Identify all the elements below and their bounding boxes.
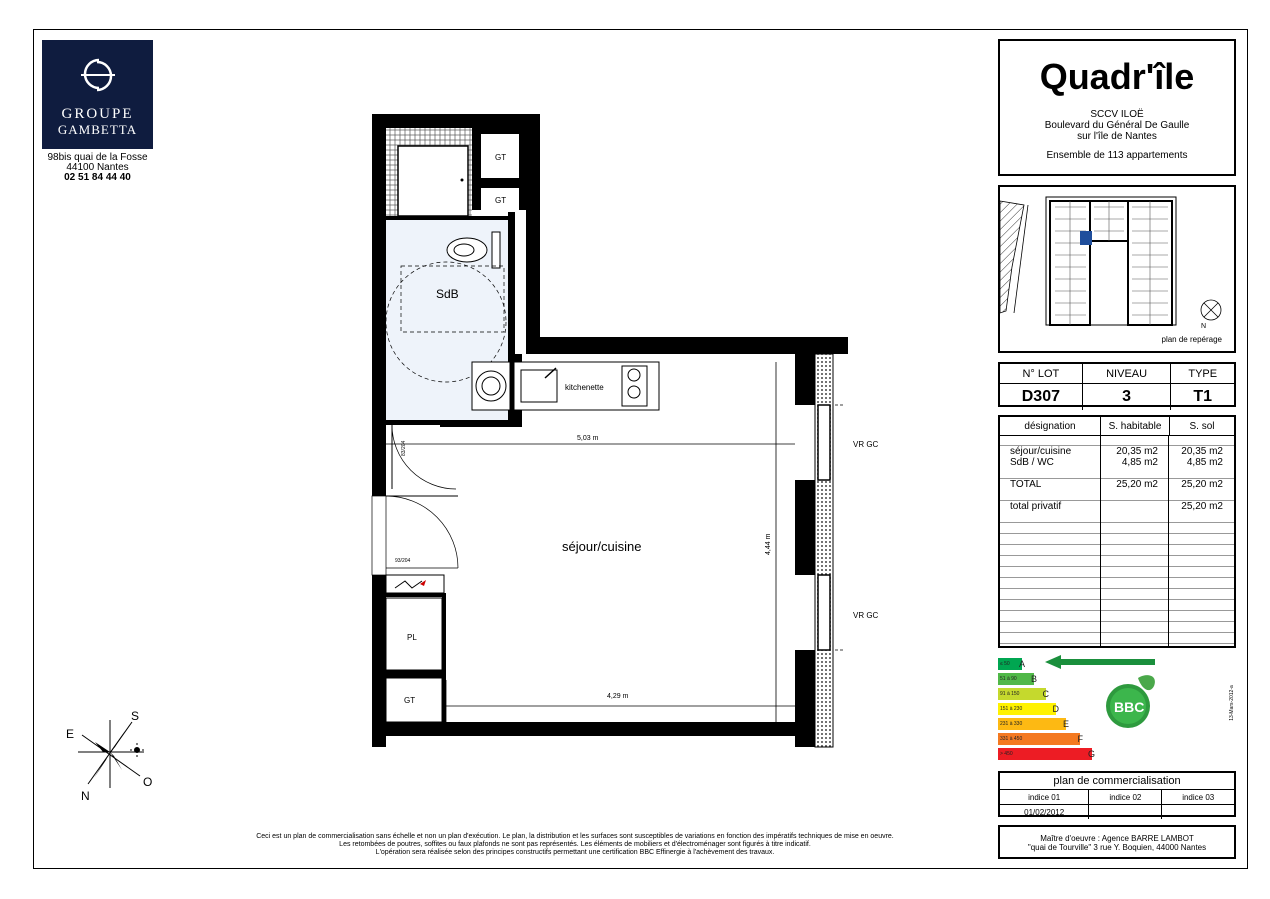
indice-date-1: 01/02/2012 xyxy=(1024,807,1065,817)
dpe-bar-c: 91 à 150 C xyxy=(1000,689,1049,699)
compass-o: O xyxy=(143,775,153,789)
compass-e: E xyxy=(66,727,75,741)
logo-line-1: GROUPE xyxy=(61,106,134,122)
wall-left-lower xyxy=(372,575,386,747)
electrical-panel xyxy=(386,575,444,593)
door-dim-2: 93/204 xyxy=(395,558,411,564)
room-label-sdb: SdB xyxy=(436,287,459,301)
disclaimer-line-1: Ceci est un plan de commercialisation sans échelle et non un plan d'exécution. Le plan, la distribution et les surfaces sont susceptibles de variations en fonction des impératifs techniques de mise en oeuvre. xyxy=(256,833,894,840)
wall-top-upper xyxy=(372,114,540,128)
area-row-habitable: 20,35 m2 xyxy=(1116,446,1158,457)
indice-date-2: _ xyxy=(1089,805,1162,820)
area-header-sol: S. sol xyxy=(1189,420,1215,432)
bathroom-door-swing xyxy=(392,425,456,489)
indice-1: indice 01 xyxy=(1000,790,1089,805)
site-plan-caption: plan de repérage xyxy=(1161,335,1222,344)
area-row-name: séjour/cuisine xyxy=(1010,446,1072,457)
dim-width-top: 5,03 m xyxy=(577,435,599,442)
vr-label-2: VR GC xyxy=(853,611,879,620)
dpe-bar-e: 231 à 330 E xyxy=(1000,719,1069,729)
commercialisation-title: plan de commercialisation xyxy=(1000,773,1234,790)
bbc-badge-icon xyxy=(1100,672,1160,732)
bbc-badge-text: BBC xyxy=(1114,699,1145,715)
site-north-label: N xyxy=(1201,323,1207,330)
area-row xyxy=(1000,457,1234,468)
indice-3: indice 03 xyxy=(1162,790,1234,805)
compass-s: S xyxy=(131,709,140,723)
door-dim-1: 83/204 xyxy=(401,440,407,456)
site-plan-box xyxy=(998,185,1236,353)
lot-header-level: NIVEAU xyxy=(1082,364,1171,384)
project-ensemble: Ensemble de 113 appartements xyxy=(1046,150,1188,161)
reference-code: 13-Mars-2012-a xyxy=(1228,685,1235,721)
wall-right-1 xyxy=(795,337,815,405)
indice-date-3: _ xyxy=(1162,805,1234,820)
area-header-designation: désignation xyxy=(1000,417,1101,435)
gt-label-2: GT xyxy=(495,196,507,205)
lot-header-number: N° LOT xyxy=(1000,364,1082,384)
bath-bottom-partition-b xyxy=(440,420,515,427)
address-line-2: 44100 Nantes xyxy=(66,162,129,173)
area-row-habitable: 25,20 m2 xyxy=(1116,479,1158,490)
area-row xyxy=(1000,479,1234,490)
disclaimer-line-2: Les retombées de poutres, soffites ou faux plafonds ne sont pas représentés. Les éléments de mobiliers et d'électroménager sont figurés à titre indicatif. xyxy=(339,841,811,848)
shower-tray xyxy=(398,146,468,216)
indice-2: indice 02 xyxy=(1089,790,1162,805)
architect-box xyxy=(998,825,1236,859)
pl-label: PL xyxy=(407,633,417,642)
project-name: Quadr'île xyxy=(1039,56,1195,97)
lot-highlight xyxy=(1080,231,1092,245)
area-row-name: TOTAL xyxy=(1010,479,1042,490)
area-header-habitable: S. habitable xyxy=(1101,417,1170,435)
dpe-bar-f: 331 à 450 F xyxy=(1000,734,1083,744)
kitchenette-label: kitchenette xyxy=(565,383,604,392)
architect-line-2: "quai de Tourville" 3 rue Y. Boquien, 44000 Nantes xyxy=(1027,843,1207,852)
window-1 xyxy=(818,405,830,480)
room-label-sejour: séjour/cuisine xyxy=(562,539,642,554)
site-plan-map xyxy=(1000,187,1234,351)
area-row-sol: 20,35 m2 xyxy=(1181,446,1223,457)
dim-height: 4,44 m xyxy=(765,533,772,555)
dpe-bar-a: ≤ 50 A xyxy=(1000,659,1025,669)
area-row-name: total privatif xyxy=(1010,501,1062,512)
wall-right-upper xyxy=(526,114,540,340)
architect-line-1: Maître d'oeuvre : Agence BARRE LAMBOT xyxy=(1040,834,1194,843)
area-row-habitable: 4,85 m2 xyxy=(1121,457,1158,468)
project-address xyxy=(1000,109,1234,142)
wall-left-upper xyxy=(372,114,386,496)
disclaimer xyxy=(180,833,970,857)
logo-line-2: GAMBETTA xyxy=(57,122,138,137)
lot-number: D307 xyxy=(1021,388,1060,405)
project-line-1: SCCV ILOË xyxy=(1090,109,1144,120)
dpe-bar-b: 51 à 90 B xyxy=(1000,674,1037,684)
compass-n: N xyxy=(81,789,90,803)
area-row-sol: 25,20 m2 xyxy=(1181,479,1223,490)
address-line-1: 98bis quai de la Fosse xyxy=(47,152,148,163)
dpe-bar-g: > 450 G xyxy=(1000,749,1095,759)
wall-right-2 xyxy=(795,480,815,575)
area-row xyxy=(1000,501,1234,512)
vr-label-1: VR GC xyxy=(853,440,879,449)
wall-bottom xyxy=(372,722,815,736)
toilet-tank xyxy=(492,232,500,268)
lot-table xyxy=(998,362,1236,407)
compass-rose-icon xyxy=(66,709,152,803)
phone-number: 02 51 84 44 40 xyxy=(64,172,131,183)
area-row-sol: 4,85 m2 xyxy=(1186,457,1223,468)
kitchen-sink xyxy=(521,370,557,402)
dpe-bar-d: 151 à 230 D xyxy=(1000,704,1059,714)
lot-type: T1 xyxy=(1171,384,1234,411)
disclaimer-line-3: L'opération sera réalisée selon des principes constructifs permettant une certification BBC Effinergie à l'achèvement des travaux. xyxy=(375,849,775,856)
area-table xyxy=(998,415,1236,648)
gt-label-3: GT xyxy=(404,696,416,705)
project-line-3: sur l'île de Nantes xyxy=(1077,131,1157,142)
area-row-name: SdB / WC xyxy=(1010,457,1054,468)
commercialisation-table xyxy=(998,771,1236,817)
area-row xyxy=(1000,446,1234,457)
sun-icon xyxy=(134,747,140,753)
project-title-box xyxy=(998,39,1236,176)
area-row-sol: 25,20 m2 xyxy=(1181,501,1223,512)
dpe-indicator-arrow-icon xyxy=(1045,654,1157,670)
project-line-2: Boulevard du Général De Gaulle xyxy=(1044,120,1190,131)
lot-level: 3 xyxy=(1082,384,1171,411)
window-2 xyxy=(818,575,830,650)
gt-label-1: GT xyxy=(495,153,507,162)
lot-header-type: TYPE xyxy=(1171,364,1234,384)
dim-width-bottom: 4,29 m xyxy=(607,693,629,700)
